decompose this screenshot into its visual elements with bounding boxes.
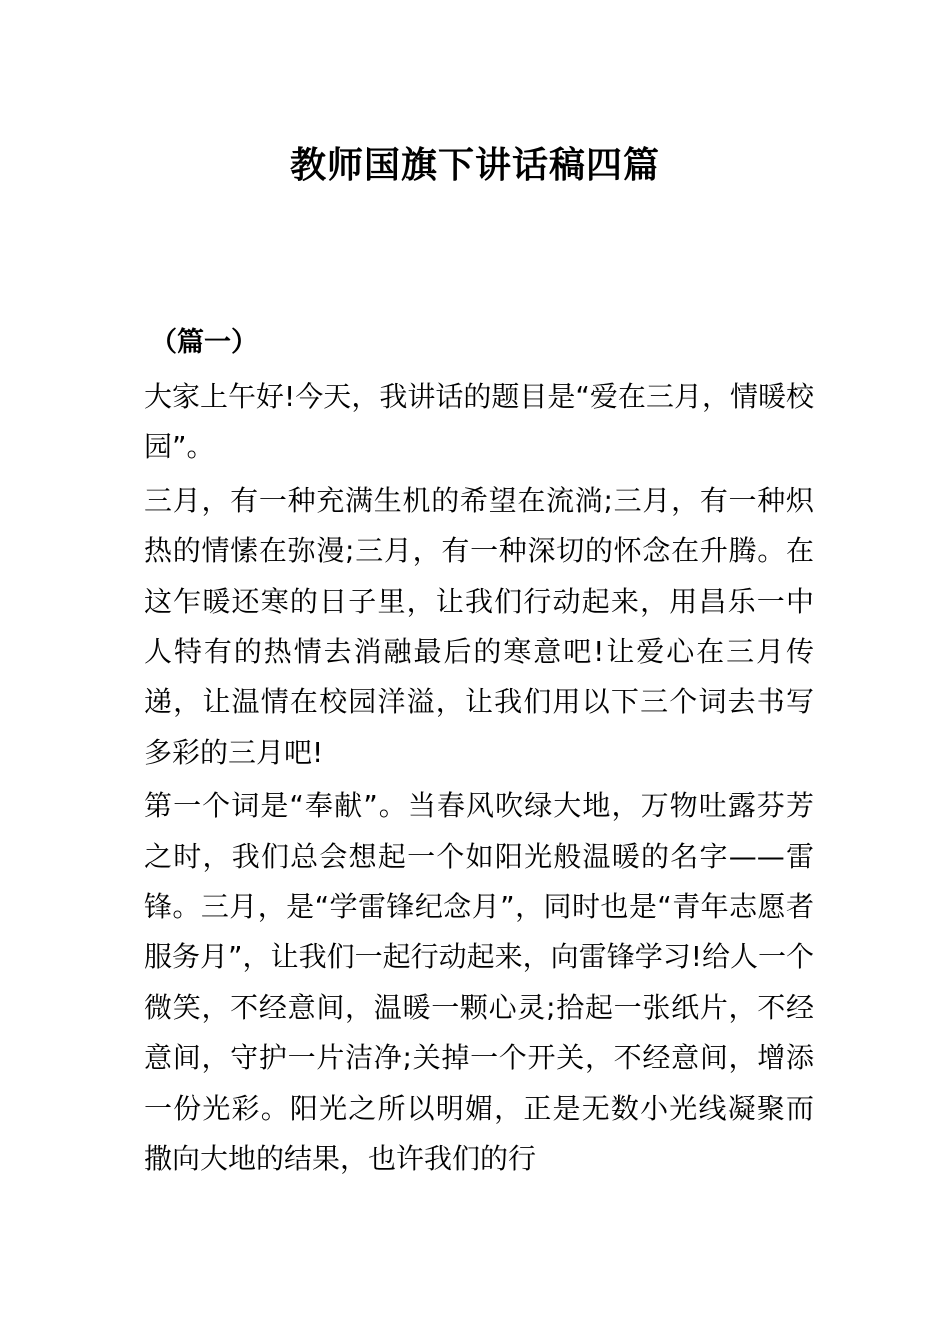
paragraph-march: 三月，有一种充满生机的希望在流淌;三月，有一种炽热的情愫在弥漫;三月，有一种深切的怀念在升腾。在这乍暖还寒的日子里，让我们行动起来，用昌乐一中人特有的热情去消融最后的寒意吧!让爱心在三月传递，让温情在校园洋溢，让我们用以下三个词去书写多彩的三月吧! bbox=[144, 483, 814, 769]
paragraph-greeting: 大家上午好!今天，我讲话的题目是“爱在三月，情暖校园”。 bbox=[144, 380, 814, 464]
section-heading: （篇一） bbox=[150, 327, 258, 358]
section-one bbox=[144, 318, 814, 1188]
paragraph-dedication: 第一个词是“奉献”。当春风吹绿大地，万物吐露芬芳之时，我们总会想起一个如阳光般温暖的名字——雷锋。三月，是“学雷锋纪念月”，同时也是“青年志愿者服务月”，让我们一起行动起来，向雷锋学习!给人一个微笑，不经意间，温暖一颗心灵;拾起一张纸片，不经意间，守护一片洁净;关掉一个开关，不经意间，增添一份光彩。阳光之所以明媚，正是无数小光线凝聚而撒向大地的结果，也许我们的行 bbox=[144, 789, 814, 1176]
document-title: 教师国旗下讲话稿四篇 bbox=[289, 145, 660, 186]
